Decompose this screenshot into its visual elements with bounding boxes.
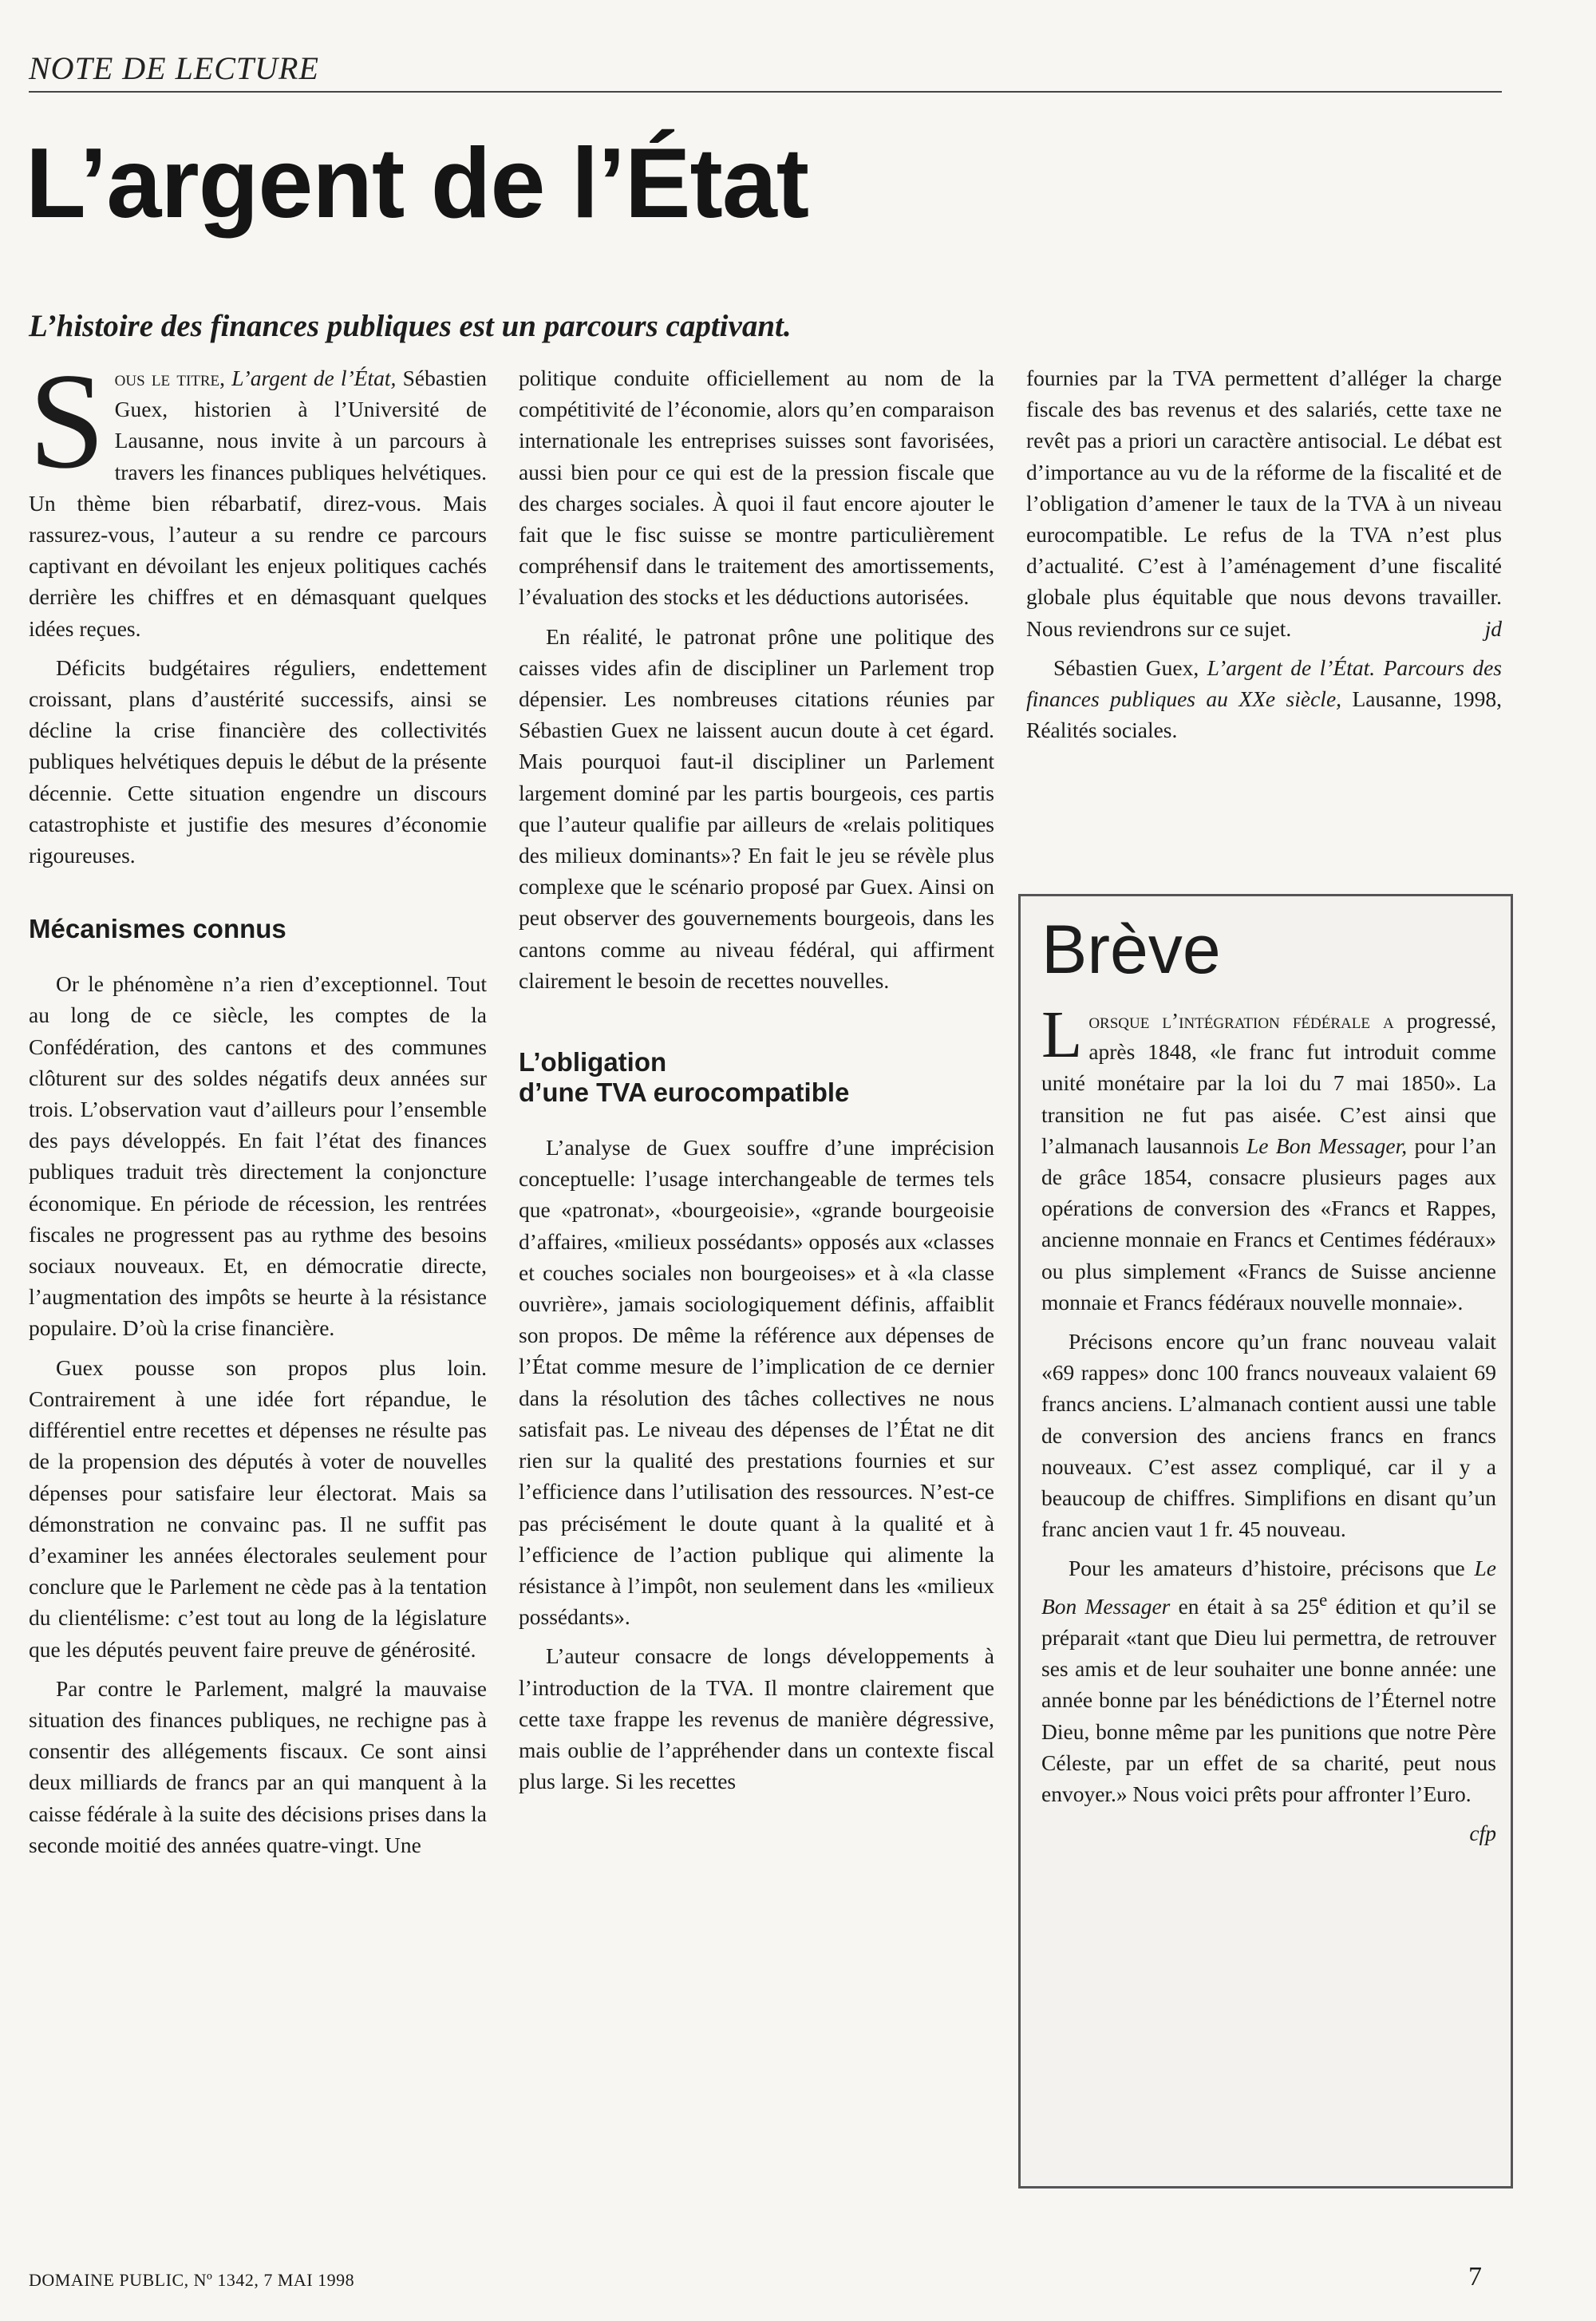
paragraph: L’analyse de Guex souffre d’une imprécision conceptuelle: l’usage interchangeable de termes tels que «patronat», «bourgeoisie», «grande bourgeoisie d’affaires, «milieux possédants» opposés aux «classes et couches sociales non bourgeoises» et à «la classe ouvrière», jamais sociologiquement définis, affaiblit son propos. De même la référence aux dépenses de l’État comme mesure de l’implication de ce dernier dans la résolution des tâches collectives ne nous satisfait pas. Le niveau des dépenses de l’État ne dit rien sur la qualité des prestations fournies et sur l’efficience dans l’utilisation des ressources. N’est-ce pas précisément le doute quant à la qualité et à l’efficience de l’action publique qui alimente la résistance à l’impôt, non seulement dans les «milieux possédants». xyxy=(519,1135,994,1630)
breve-body xyxy=(1041,998,1497,1848)
paragraph: Guex pousse son propos plus loin. Contrairement à une idée fort répandue, le différentiel entre recettes et dépenses ne résulte pas de la propension des députés à voter de nouvelles dépenses pour satisfaire leur électorat. Mais sa démonstration ne convainc pas. Il ne suffit pas d’examiner les années électorales seulement pour conclure que le Parlement ne cède pas à la tentation du clientélisme: c’est tout au long de la législature que les députés peuvent faire preuve de générosité. xyxy=(29,1354,487,1662)
paragraph-text: Sébastien Guex, historien à l’Université de Lausanne, nous invite à un parcours à travers les finances publiques helvétiques. Un thème bien rébarbatif, direz-vous. Mais rassurez-vous, l’auteur a su rendre ce parcours captivant en dévoilant les enjeux politiques cachés derrière les chiffres et en démasquant quelques idées reçues. xyxy=(29,366,488,641)
article-column-2 xyxy=(519,362,994,1805)
paragraph xyxy=(1041,998,1497,1318)
almanac-title: Le Bon Messager xyxy=(1041,1556,1497,1619)
superscript: e xyxy=(1319,1589,1328,1610)
section-heading-line: L’obligation xyxy=(519,1047,667,1077)
section-heading: Mécanismes connus xyxy=(29,914,286,944)
paragraph-text: édition et qu’il se préparait «tant que Dieu lui permettra, de retrouver ses amis et de leur souhaiter une bonne année: une année bonne par les bénédictions de l’Éternel notre Dieu, bonne même par les punitions que notre Père Céleste, par un effet de sa charité, peut nous envoyer.» Nous voici prêts pour affronter l’Euro. xyxy=(1041,1593,1497,1807)
paragraph: Or le phénomène n’a rien d’exceptionnel. Tout au long de ce siècle, les comptes de la Confédération, des cantons et des communes clôturent sur des soldes négatifs deux années sur trois. L’observation vaut d’ailleurs pour l’ensemble des pays développés. En fait l’état des finances publiques traduit très directement la conjoncture économique. En période de récession, les rentrées fiscales ne progressent pas au rythme des besoins sociaux nouveaux. Et, en démocratie directe, l’augmentation des impôts se heurte à la résistance populaire. D’où la crise financière. xyxy=(29,971,487,1341)
article-title: L’argent de l’État xyxy=(26,129,809,239)
paragraph-text: fournies par la TVA permettent d’alléger la charge fiscale des bas revenus et des salariés, cette taxe ne revêt pas a priori un caractère antisocial. Le débat est d’importance au vu de la réforme de la fiscalité et de l’obligation d’amener le taux de la TVA à un niveau eurocompatible. Le refus de la TVA n’est plus d’actualité. C’est à l’aménagement d’une fiscalité globale plus équitable que nous devons travailler. Nous reviendrons sur ce sujet. xyxy=(1026,366,1502,641)
paragraph: Précisons encore qu’un franc nouveau valait «69 rappes» donc 100 francs nouveaux valaient 69 francs anciens. L’almanach contient aussi une table de conversion des anciens francs en francs nouveaux. C’est assez compliqué, car il y a beaucoup de chiffres. Simplifions en disant qu’un franc ancien vaut 1 fr. 45 nouveau. xyxy=(1041,1329,1496,1542)
author-signature: jd xyxy=(1484,615,1502,641)
lead-in: orsque l’intégration fédérale a xyxy=(1088,1008,1394,1033)
paragraph-text: progressé, après 1848, «le franc fut introduit comme unité monétaire par la loi du 7 mai 1850». La transition ne fut pas aisée. C’est ainsi que l’almanach lausannois xyxy=(1041,1008,1496,1158)
book-title: L’argent de l’État, xyxy=(231,366,397,390)
article-column-3 xyxy=(1026,362,1502,753)
section-label: NOTE DE LECTURE xyxy=(29,50,319,86)
breve-signature: cfp xyxy=(1469,1821,1496,1846)
header-rule xyxy=(29,91,1502,93)
paragraph: Par contre le Parlement, malgré la mauvaise situation des finances publiques, ne rechigne pas à consentir des allégements fiscaux. Ce sont ainsi deux milliards de francs par an qui manquent à la caisse fédérale à la suite des décisions prises dans la seconde moitié des années quatre-vingt. Une xyxy=(29,1675,487,1857)
breve-box xyxy=(1018,894,1513,2189)
section-heading xyxy=(519,1047,994,1108)
reference-publisher: Lausanne, 1998, Réalités sociales. xyxy=(1026,686,1502,743)
paragraph xyxy=(1026,362,1502,644)
paragraph: En réalité, le patronat prône une politique des caisses vides afin de discipliner un Parlement trop dépensier. Les nombreuses citations réunies par Sébastien Guex ne laissent aucun doute à cet égard. Mais pourquoi faut-il discipliner un Parlement largement dominé par les partis bourgeois, ces partis que l’auteur qualifie par ailleurs de «relais politiques des milieux dominants»? En fait le jeu se révèle plus complexe que le scénario proposé par Guex. Ainsi on peut observer des gouvernements bourgeois, dans les cantons comme au niveau fédéral, qui affirment clairement le besoin de recettes nouvelles. xyxy=(519,623,994,993)
reference-author: Sébastien Guex, xyxy=(1053,654,1199,680)
paragraph xyxy=(1041,1552,1496,1809)
article-subtitle: L’histoire des finances publiques est un parcours captivant. xyxy=(29,309,792,343)
paragraph: Déficits budgétaires réguliers, endettement croissant, plans d’austérité successifs, ainsi se décline la crise financière des collectivités publiques helvétiques depuis le début de la présente décennie. Cette situation engendre un discours catastrophiste et justifie des mesures d’économie rigoureuses. xyxy=(29,654,487,868)
paragraph-text: en était à sa 25 xyxy=(1178,1593,1320,1619)
paragraph xyxy=(29,346,488,644)
book-reference xyxy=(1026,652,1502,746)
page-number: 7 xyxy=(1468,2262,1482,2291)
article-column-1 xyxy=(29,346,488,1868)
reference-title: L’argent de l’État. Parcours des finances publiques au XXe siècle, xyxy=(1026,654,1502,712)
paragraph: politique conduite officiellement au nom de la compétitivité de l’économie, alors qu’en comparaison internationale les entreprises suisses sont favorisées, aussi bien pour ce qui est de la pression fiscale que des charges sociales. À quoi il faut encore ajouter le fait que le fisc suisse se montre particulièrement compréhensif dans le traitement des amortissements, l’évaluation des stocks et les déductions autorisées. xyxy=(519,366,994,610)
section-heading-line: d’une TVA eurocompatible xyxy=(519,1077,850,1108)
paragraph-text: Pour les amateurs d’histoire, précisons que xyxy=(1069,1556,1465,1581)
drop-cap: S xyxy=(29,346,105,497)
drop-cap: L xyxy=(1041,998,1083,1072)
paragraph-text: pour l’an de grâce 1854, consacre plusieurs pages aux opérations de conversion des «Francs et Rappes, ancienne monnaie en Francs et Centimes fédéraux» ou plus simplement «Francs de Suisse ancienne monnaie et Francs fédéraux nouvelle monnaie». xyxy=(1041,1133,1497,1315)
breve-title: Brève xyxy=(1041,911,1221,988)
paragraph: L’auteur consacre de longs développements à l’introduction de la TVA. Il montre clairement que cette taxe frappe les revenus de manière dégressive, mais oublie de l’appréhender dans un contexte fiscal plus large. Si les recettes xyxy=(519,1643,994,1794)
footer-publication: DOMAINE PUBLIC, Nº 1342, 7 MAI 1998 xyxy=(29,2270,355,2290)
lead-in: ous le titre, xyxy=(114,366,226,390)
almanac-title: Le Bon Messager, xyxy=(1246,1133,1408,1158)
